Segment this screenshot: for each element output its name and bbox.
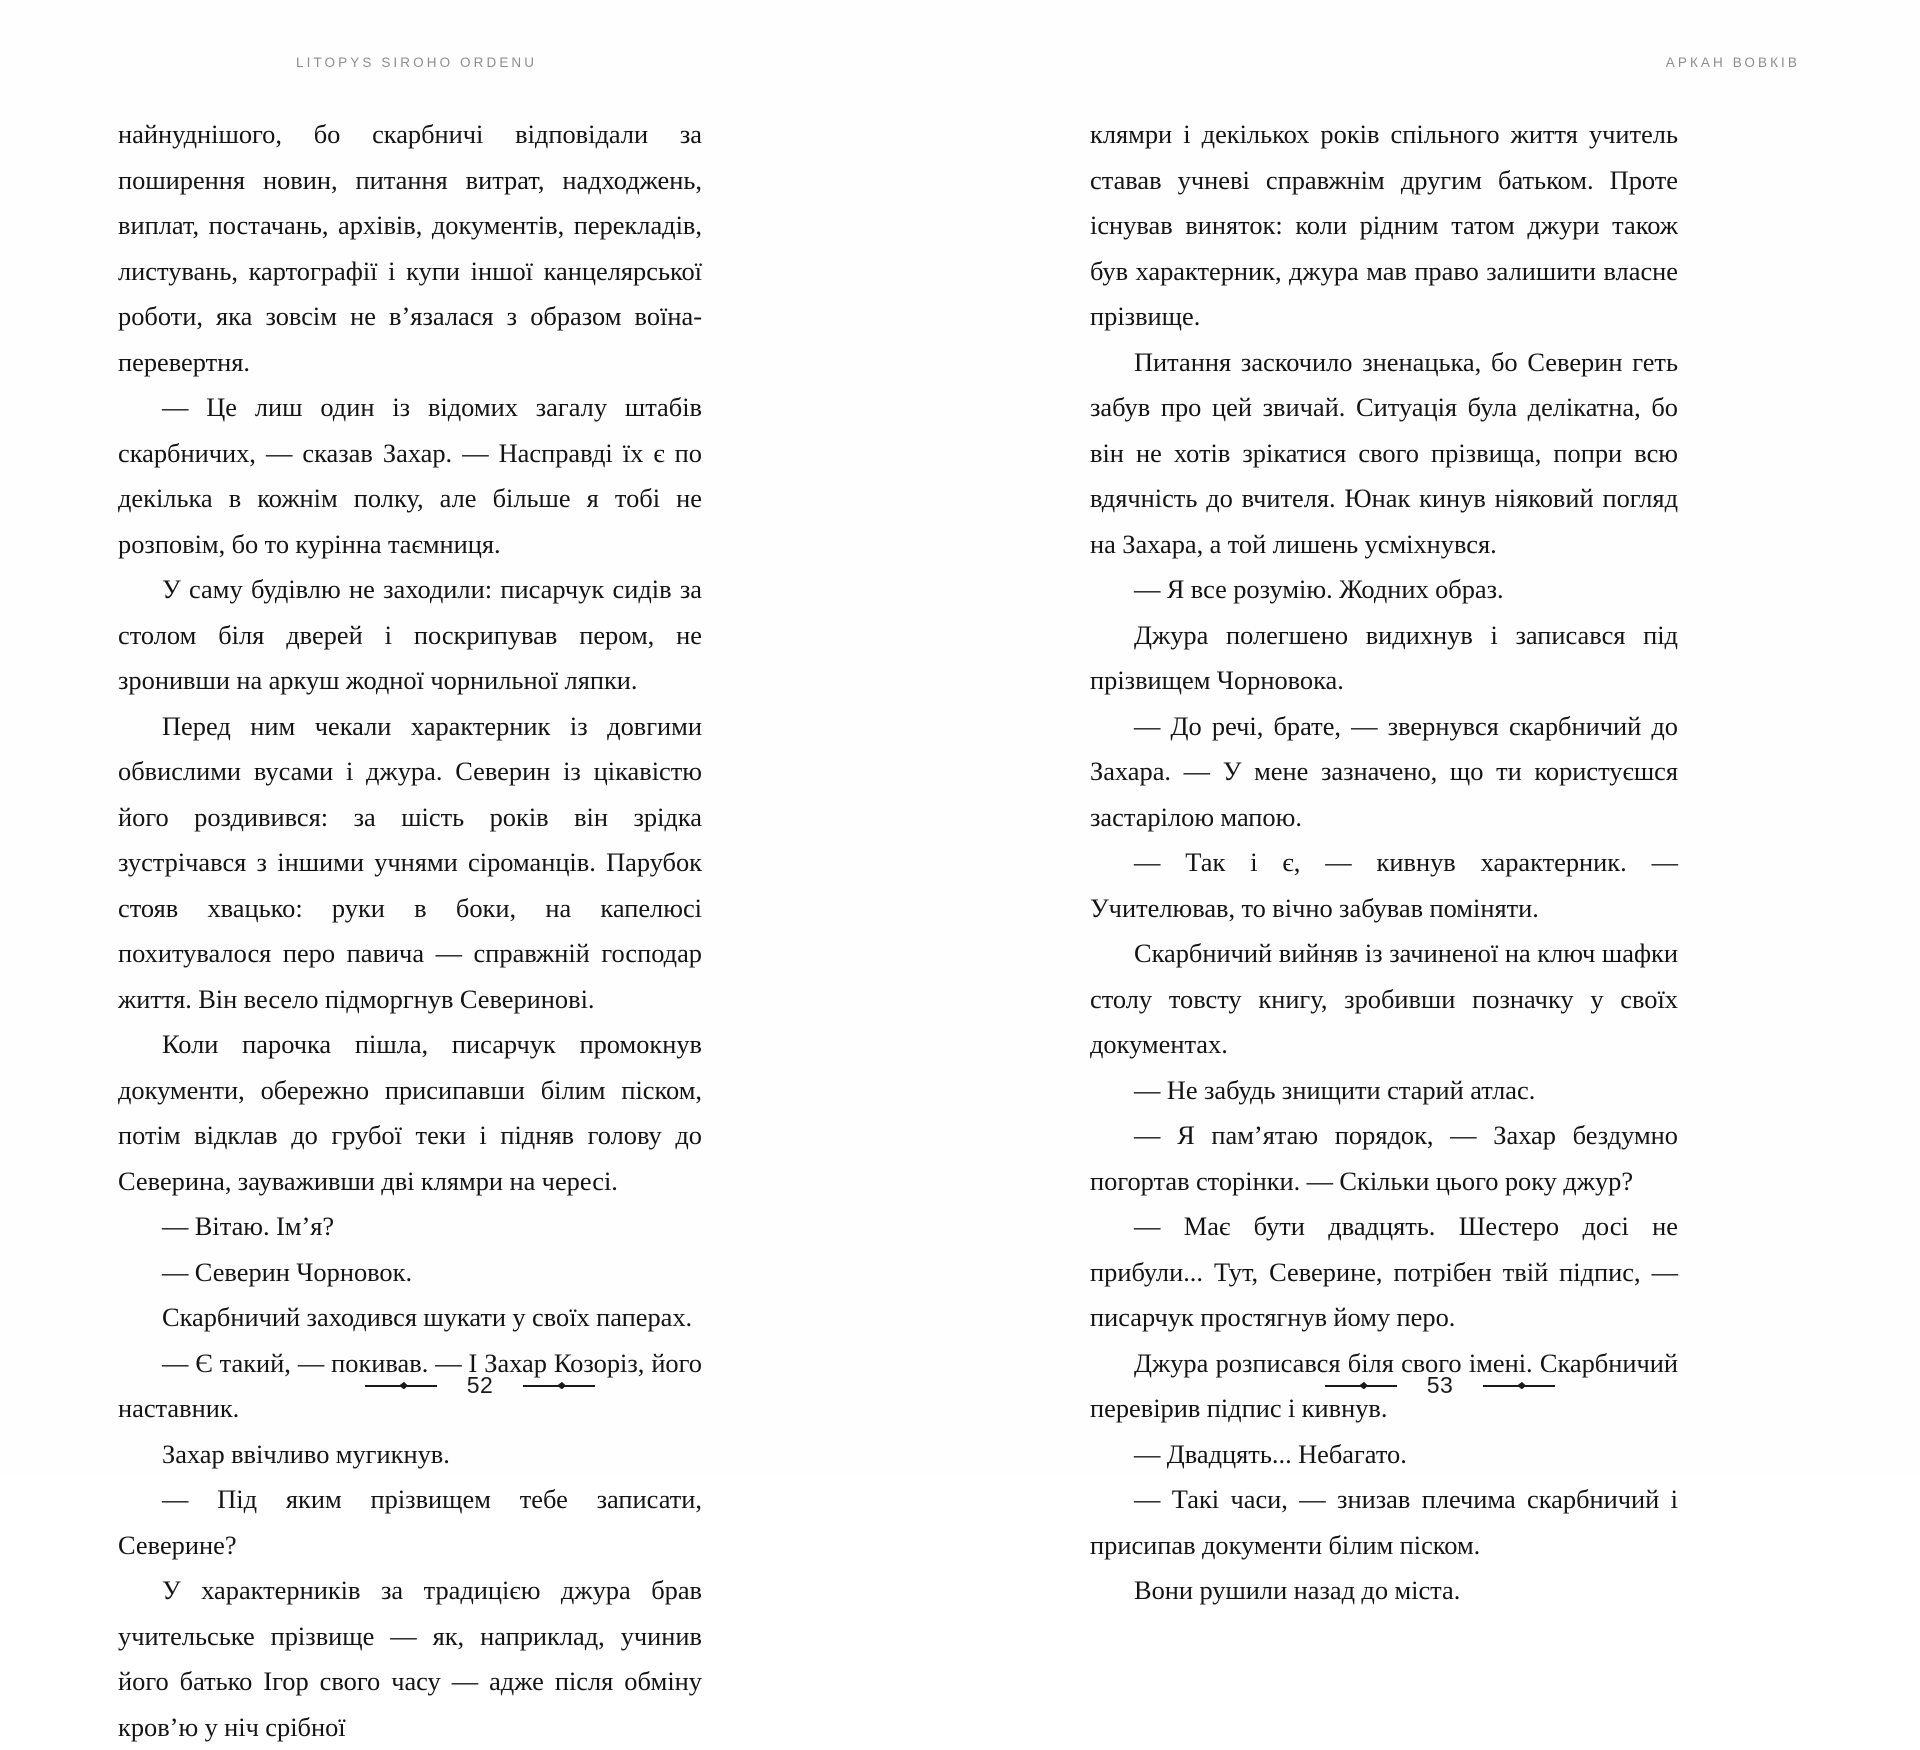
paragraph: — Це лиш один із відомих загалу штабів скарбничих, — сказав Захар. — Насправді їх є по декілька в кожнім полку, але більше я тобі не розповім, бо то курінна таємниця.	[118, 392, 702, 559]
paragraph: — Так і є, — кивнув характерник. — Учителював, то вічно забував поміняти.	[1090, 847, 1678, 923]
page-left	[0, 0, 960, 1742]
paragraph: — До речі, брате, — звернувся скарбничий до Захара. — У мене зазначено, що ти користуєшся застарілою мапою.	[1090, 710, 1678, 832]
paragraph: Захар ввічливо мугикнув.	[162, 1438, 450, 1469]
paragraph: Питання заскочило зненацька, бо Северин геть забув про цей звичай. Ситуація була делікатна, бо він не хотів зрікатися свого прізвища, попри всю вдячність до вчителя. Юнак кинув ніяковий погляд на Захара, а той лишень усміхнувся.	[1090, 346, 1678, 559]
paragraph: — Я все розумію. Жодних образ.	[1134, 574, 1504, 604]
paragraph: — Не забудь знищити старий атлас.	[1134, 1074, 1536, 1105]
paragraph: Джура розписався біля свого імені. Скарбничий перевірив підпис і кивнув.	[1090, 1347, 1678, 1423]
paragraph: — Вітаю. Ім’я?	[162, 1211, 335, 1241]
paragraph: — Має бути двадцять. Шестеро досі не прибули... Тут, Северине, потрібен твій підпис, — писарчук простягнув йому перо.	[1090, 1211, 1678, 1332]
text-column-left	[118, 112, 702, 1750]
paragraph: Вони рушили назад до міста.	[1134, 1575, 1461, 1605]
paragraph: — Є такий, — покивав. — І Захар Козоріз, його наставник.	[118, 1347, 702, 1423]
ornament-left-icon	[1325, 1380, 1397, 1392]
paragraph: — Двадцять... Небагато.	[1134, 1438, 1407, 1469]
ornament-right-icon	[523, 1380, 595, 1392]
paragraph: клямри і декількох років спільного життя учитель ставав учневі справжнім другим батьком. Проте існував виняток: коли рідним татом джури також був характерник, джура мав право залишити власне прізвище.	[1090, 119, 1678, 331]
paragraph: найнуднішого, бо скарбничі відповідали за поширення новин, питання витрат, надходжень, виплат, постачань, архівів, документів, перекладів, листувань, картографії і купи іншої канцелярської роботи, яка зовсім не в’язалася з образом воїна-перевертня.	[118, 119, 702, 377]
paragraph: Скарбничий вийняв із зачиненої на ключ шафки столу товсту книгу, зробивши позначку у своїх документах.	[1090, 938, 1678, 1059]
paragraph: Коли парочка пішла, писарчук промокнув документи, обережно присипавши білим піском, потім відклав до грубої теки і підняв голову до Северина, зауваживши дві клямри на чересі.	[118, 1029, 702, 1196]
paragraph: Скарбничий заходився шукати у своїх паперах.	[162, 1302, 693, 1332]
paragraph: Джура полегшено видихнув і записався під прізвищем Чорновока.	[1090, 619, 1678, 695]
paragraph: — Я пам’ятаю порядок, — Захар бездумно погортав сторінки. — Скільки цього року джур?	[1090, 1120, 1678, 1196]
page-right	[960, 0, 1920, 1605]
paragraph: — Під яким прізвищем тебе записати, Северине?	[118, 1484, 702, 1560]
ornament-left-icon	[365, 1380, 437, 1392]
folio-right	[960, 1372, 1920, 1399]
paragraph: У саму будівлю не заходили: писарчук сидів за столом біля дверей і поскрипував пером, не зронивши на аркуш жодної чорнильної ляпки.	[118, 574, 702, 695]
running-head-left: LITOPYS SIROHO ORDENU	[296, 55, 538, 70]
ornament-right-icon	[1483, 1380, 1555, 1392]
paragraph: Перед ним чекали характерник із довгими обвислими вусами і джура. Северин із цікавістю його роздивився: за шість років він зрідка зустрічався з іншими учнями сіроманців. Парубок стояв хвацько: руки в боки, на капелюсі похитувалося перо павича — справжній господар життя. Він весело підморгнув Северинові.	[118, 710, 702, 1014]
page-number-left: 52	[466, 1372, 494, 1398]
running-head-right: АРКАН ВОВКІВ	[1665, 55, 1800, 70]
folio-left	[0, 1372, 960, 1399]
paragraph: — Такі часи, — знизав плечима скарбничий і присипав документи білим піском.	[1090, 1484, 1678, 1560]
paragraph: — Северин Чорновок.	[162, 1256, 413, 1287]
page-number-right: 53	[1426, 1372, 1454, 1398]
paragraph: У характерників за традицією джура брав учительське прізвище — як, наприклад, учинив його батько Ігор свого часу — адже після обміну кров’ю у ніч срібної	[118, 1575, 702, 1742]
